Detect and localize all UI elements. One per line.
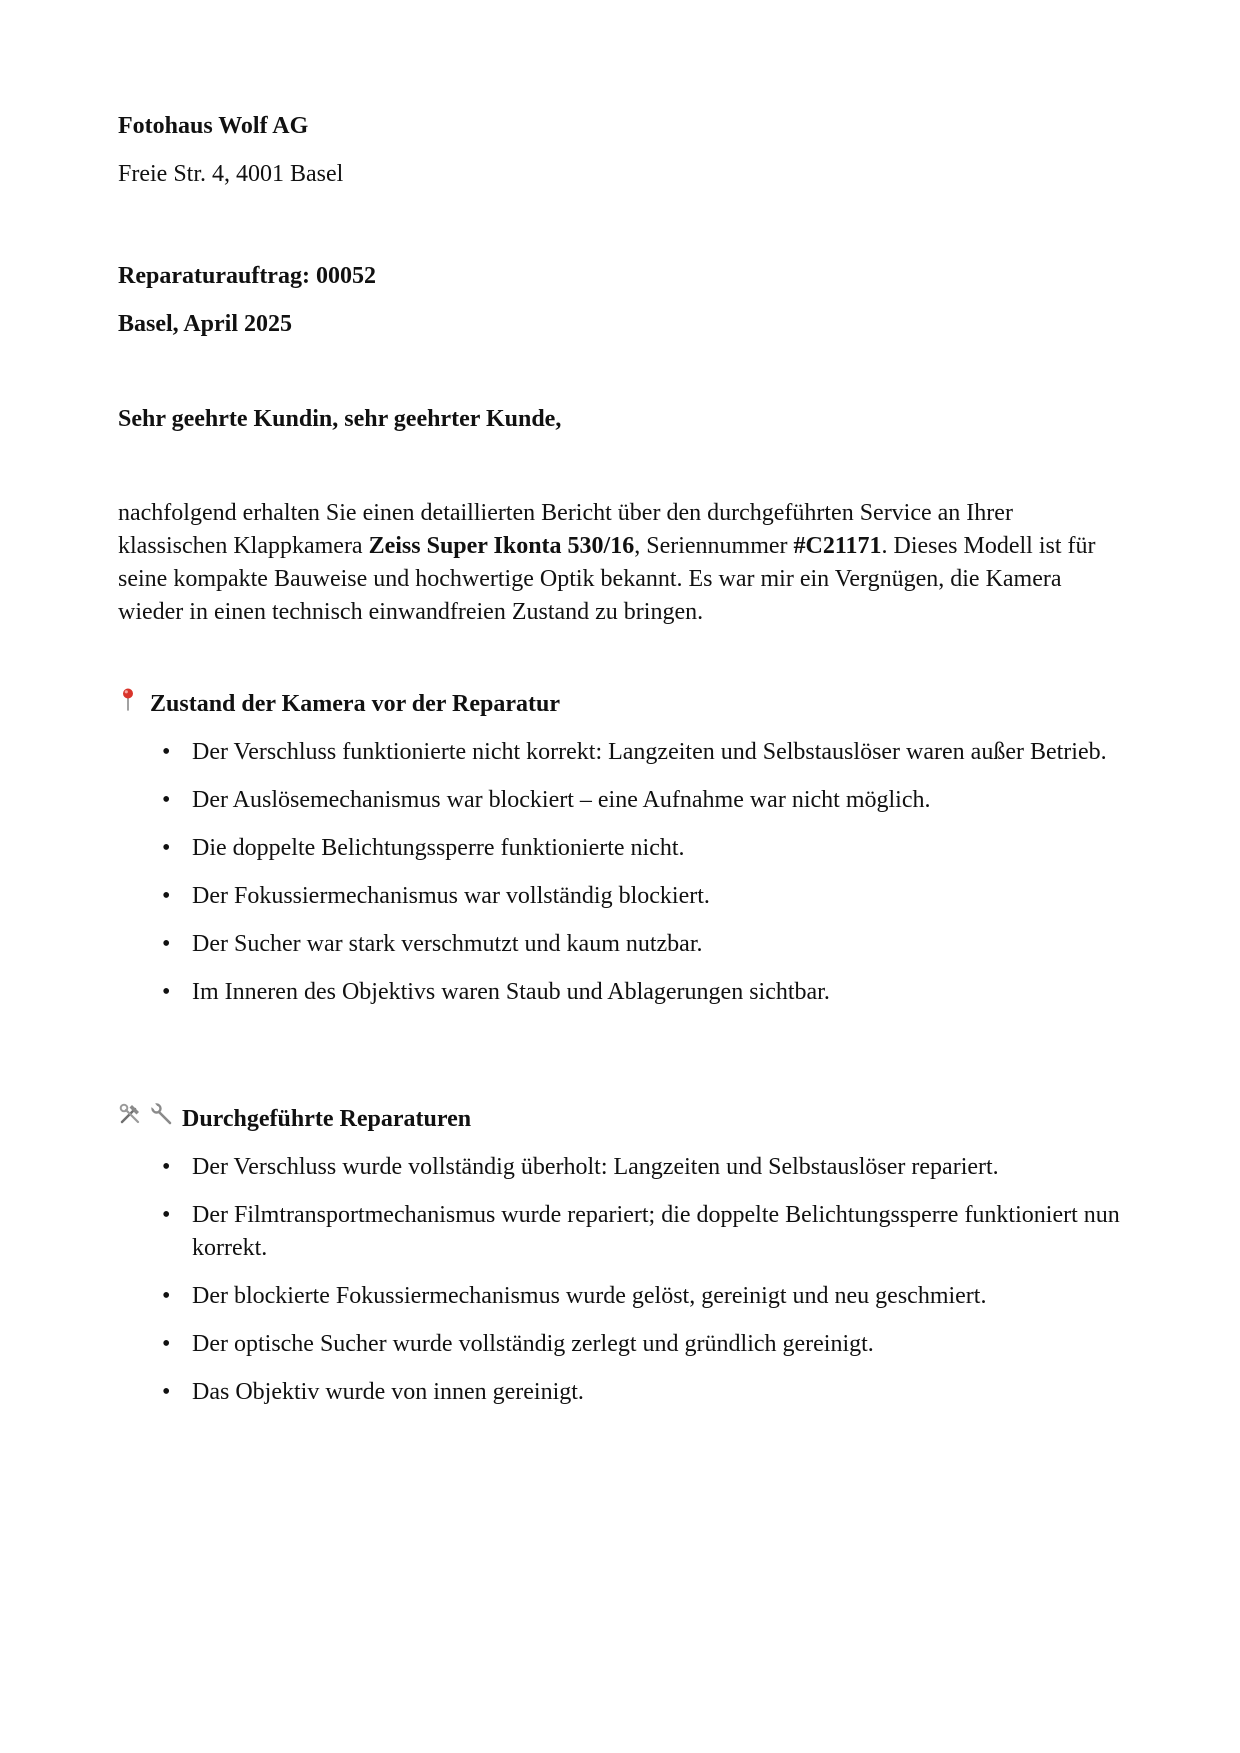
section-heading <box>118 688 1128 721</box>
list-item-text: Das Objektiv wurde von innen gereinigt. <box>192 1379 584 1405</box>
camera-model: Zeiss Super Ikonta 530/16 <box>368 533 635 559</box>
list-item <box>118 1280 1132 1313</box>
pushpin-icon <box>118 687 142 711</box>
bullet: • <box>162 1202 171 1228</box>
list-item <box>118 736 1132 769</box>
condition-list <box>118 736 1128 1009</box>
bullet: • <box>162 787 171 813</box>
list-item <box>118 880 1132 913</box>
hammer-and-wrench-icon <box>118 1102 142 1126</box>
bullet: • <box>162 1379 171 1405</box>
list-item-text: Der Auslösemechanismus war blockiert – eine Aufnahme war nicht möglich. <box>192 787 931 813</box>
list-item-text: Der Sucher war stark verschmutzt und kaum nutzbar. <box>192 931 703 957</box>
list-item-text: Der Fokussiermechanismus war vollständig blockiert. <box>192 883 710 909</box>
list-item <box>118 976 1132 1009</box>
list-item <box>118 1328 1132 1361</box>
intro-text-2: , Seriennummer <box>634 533 794 559</box>
list-item-text: Die doppelte Belichtungssperre funktionierte nicht. <box>192 835 685 861</box>
list-item-text: Der Verschluss funktionierte nicht korrekt: Langzeiten und Selbstauslöser waren außer Betrieb. <box>192 739 1107 765</box>
list-item-text: Der Verschluss wurde vollständig überholt: Langzeiten und Selbstauslöser repariert. <box>192 1154 999 1180</box>
section-title: Durchgeführte Reparaturen <box>182 1106 472 1132</box>
list-item-text: Der blockierte Fokussiermechanismus wurde gelöst, gereinigt und neu geschmiert. <box>192 1283 987 1309</box>
bullet: • <box>162 1154 171 1180</box>
bullet: • <box>162 1283 171 1309</box>
list-item <box>118 1376 1132 1409</box>
bullet: • <box>162 739 171 765</box>
bullet: • <box>162 1331 171 1357</box>
repairs-list <box>118 1151 1128 1409</box>
list-item <box>118 832 1132 865</box>
bullet: • <box>162 883 171 909</box>
list-item-text: Der optische Sucher wurde vollständig zerlegt und gründlich gereinigt. <box>192 1331 874 1357</box>
section-heading <box>118 1103 1128 1136</box>
company-address: Freie Str. 4, 4001 Basel <box>118 161 344 187</box>
bullet: • <box>162 979 171 1005</box>
salutation: Sehr geehrte Kundin, sehr geehrter Kunde, <box>118 406 562 432</box>
list-item <box>118 1151 1132 1184</box>
company-name: Fotohaus Wolf AG <box>118 113 309 139</box>
intro-paragraph <box>118 497 1128 629</box>
serial-number: #C21171 <box>793 533 882 559</box>
intro-text-3: . Dieses Modell ist für seine kompakte Bauweise und hochwertige Optik bekannt. Es war mir ein Vergnügen, die Kamera wieder in einen technisch einwandfreien Zustand zu bringen. <box>118 533 1096 625</box>
order-number: Reparaturauftrag: 00052 <box>118 263 376 289</box>
list-item <box>118 1199 1132 1265</box>
place-date: Basel, April 2025 <box>118 311 293 337</box>
list-item <box>118 928 1132 961</box>
wrench-icon <box>150 1102 174 1126</box>
intro-text-1: nachfolgend erhalten Sie einen detaillierten Bericht über den durchgeführten Service an Ihrer klassischen Klappkamera <box>118 500 1013 559</box>
bullet: • <box>162 835 171 861</box>
list-item <box>118 784 1132 817</box>
bullet: • <box>162 931 171 957</box>
list-item-text: Im Inneren des Objektivs waren Staub und Ablagerungen sichtbar. <box>192 979 830 1005</box>
section-repairs-done <box>118 1103 1128 1424</box>
section-condition-before <box>118 688 1128 1024</box>
section-title: Zustand der Kamera vor der Reparatur <box>150 691 560 717</box>
list-item-text: Der Filmtransportmechanismus wurde repariert; die doppelte Belichtungssperre funktioniert nun korrekt. <box>192 1202 1120 1261</box>
